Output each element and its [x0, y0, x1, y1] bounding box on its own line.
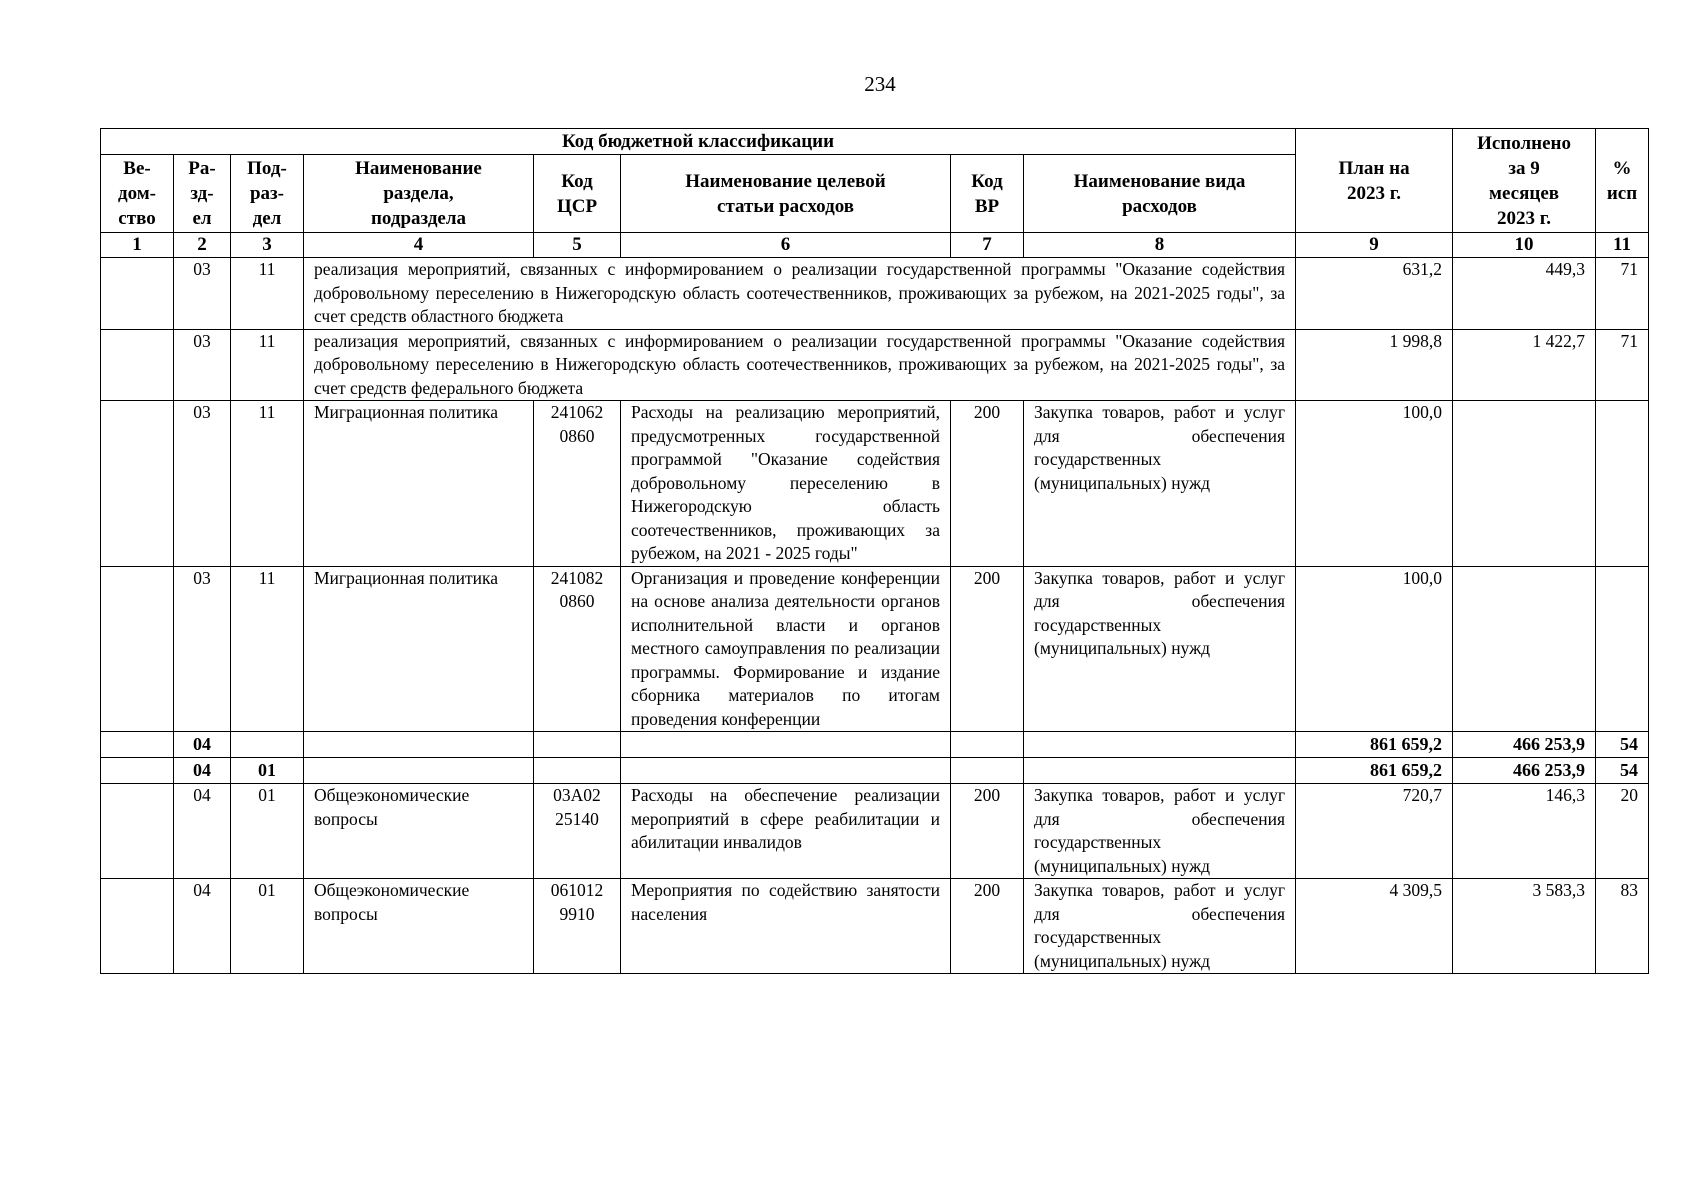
cell-target-name: Расходы на реализацию мероприятий, предусмотренных государственной программой "Оказание содействия добровольному переселению в Нижегородскую область соотечественников, проживающих за рубежом, на 2021 - 2025 годы" [621, 401, 951, 567]
cell-vedomstvo [101, 879, 174, 974]
cell-expense-type [1024, 732, 1296, 758]
total-row [101, 758, 1649, 784]
cell-vedomstvo [101, 329, 174, 401]
cell-podrazdel: 01 [231, 784, 304, 879]
total-row [101, 732, 1649, 758]
column-number: 3 [231, 233, 304, 258]
cell-expense-type: Закупка товаров, работ и услуг для обеспечения государственных (муниципальных) нужд [1024, 879, 1296, 974]
cell-target-name [621, 758, 951, 784]
cell-executed: 466 253,9 [1453, 758, 1596, 784]
table-row [101, 258, 1649, 330]
cell-executed: 466 253,9 [1453, 732, 1596, 758]
cell-razdel: 04 [174, 784, 231, 879]
cell-plan: 861 659,2 [1296, 758, 1453, 784]
cell-csr [534, 758, 621, 784]
cell-executed: 146,3 [1453, 784, 1596, 879]
cell-razdel-name: Общеэкономические вопросы [304, 784, 534, 879]
cell-vr: 200 [951, 401, 1024, 567]
cell-plan: 861 659,2 [1296, 732, 1453, 758]
cell-razdel-name [304, 758, 534, 784]
cell-description: реализация мероприятий, связанных с информированием о реализации государственной программы "Оказание содействия добровольному переселению в Нижегородскую область соотечественников, проживающих за рубежом, на 2021-2025 годы", за счет средств федерального бюджета [304, 329, 1296, 401]
cell-percent: 71 [1596, 329, 1649, 401]
cell-vedomstvo [101, 566, 174, 732]
header-plan: План на 2023 г. [1296, 129, 1453, 233]
cell-vr: 200 [951, 566, 1024, 732]
cell-percent: 83 [1596, 879, 1649, 974]
cell-vr: 200 [951, 784, 1024, 879]
cell-razdel: 04 [174, 732, 231, 758]
column-number: 2 [174, 233, 231, 258]
cell-razdel: 04 [174, 879, 231, 974]
header-podrazdel: Под- раз- дел [231, 155, 304, 233]
cell-csr: 241062 0860 [534, 401, 621, 567]
cell-podrazdel: 11 [231, 258, 304, 330]
cell-description: реализация мероприятий, связанных с информированием о реализации государственной программы "Оказание содействия добровольному переселению в Нижегородскую область соотечественников, проживающих за рубежом, на 2021-2025 годы", за счет средств областного бюджета [304, 258, 1296, 330]
cell-percent: 54 [1596, 732, 1649, 758]
cell-plan: 631,2 [1296, 258, 1453, 330]
cell-target-name [621, 732, 951, 758]
column-number: 6 [621, 233, 951, 258]
cell-vedomstvo [101, 732, 174, 758]
header-target-name: Наименование целевой статьи расходов [621, 155, 951, 233]
cell-csr: 03А02 25140 [534, 784, 621, 879]
budget-classification-header: Код бюджетной классификации [101, 129, 1296, 155]
header-percent: % исп [1596, 129, 1649, 233]
cell-target-name: Мероприятия по содействию занятости населения [621, 879, 951, 974]
cell-csr: 061012 9910 [534, 879, 621, 974]
cell-csr [534, 732, 621, 758]
header-csr: Код ЦСР [534, 155, 621, 233]
header-vedomstvo: Ве- дом- ство [101, 155, 174, 233]
cell-expense-type: Закупка товаров, работ и услуг для обеспечения государственных (муниципальных) нужд [1024, 401, 1296, 567]
cell-razdel-name: Общеэкономические вопросы [304, 879, 534, 974]
column-number: 8 [1024, 233, 1296, 258]
cell-podrazdel: 11 [231, 566, 304, 732]
column-number: 5 [534, 233, 621, 258]
cell-vr [951, 732, 1024, 758]
table-row [101, 329, 1649, 401]
cell-executed: 3 583,3 [1453, 879, 1596, 974]
cell-vedomstvo [101, 784, 174, 879]
cell-razdel: 04 [174, 758, 231, 784]
cell-executed [1453, 401, 1596, 567]
cell-podrazdel: 01 [231, 879, 304, 974]
column-number: 11 [1596, 233, 1649, 258]
header-razdel-name: Наименование раздела, подраздела [304, 155, 534, 233]
cell-executed: 1 422,7 [1453, 329, 1596, 401]
table-row [101, 566, 1649, 732]
cell-target-name: Организация и проведение конференции на основе анализа деятельности органов исполнительной власти и органов местного самоуправления по реализации программы. Формирование и издание сборника материалов по итогам проведения конференции [621, 566, 951, 732]
cell-razdel-name [304, 732, 534, 758]
cell-razdel-name: Миграционная политика [304, 566, 534, 732]
cell-percent [1596, 401, 1649, 567]
table-row [101, 879, 1649, 974]
cell-percent: 71 [1596, 258, 1649, 330]
column-number: 10 [1453, 233, 1596, 258]
header-executed: Исполнено за 9 месяцев 2023 г. [1453, 129, 1596, 233]
cell-expense-type: Закупка товаров, работ и услуг для обеспечения государственных (муниципальных) нужд [1024, 566, 1296, 732]
cell-podrazdel: 01 [231, 758, 304, 784]
cell-executed: 449,3 [1453, 258, 1596, 330]
cell-razdel: 03 [174, 329, 231, 401]
cell-podrazdel: 11 [231, 329, 304, 401]
column-number: 4 [304, 233, 534, 258]
cell-podrazdel [231, 732, 304, 758]
page-number: 234 [864, 72, 896, 96]
column-number: 7 [951, 233, 1024, 258]
cell-csr: 241082 0860 [534, 566, 621, 732]
table-row [101, 401, 1649, 567]
cell-expense-type: Закупка товаров, работ и услуг для обеспечения государственных (муниципальных) нужд [1024, 784, 1296, 879]
cell-target-name: Расходы на обеспечение реализации мероприятий в сфере реабилитации и абилитации инвалидов [621, 784, 951, 879]
cell-razdel: 03 [174, 401, 231, 567]
cell-expense-type [1024, 758, 1296, 784]
column-number: 9 [1296, 233, 1453, 258]
cell-percent [1596, 566, 1649, 732]
header-razdel: Ра- зд- ел [174, 155, 231, 233]
cell-razdel: 03 [174, 566, 231, 732]
cell-vr [951, 758, 1024, 784]
cell-plan: 1 998,8 [1296, 329, 1453, 401]
column-number: 1 [101, 233, 174, 258]
budget-table [100, 128, 1649, 974]
cell-executed [1453, 566, 1596, 732]
table-row [101, 784, 1649, 879]
cell-razdel: 03 [174, 258, 231, 330]
cell-percent: 20 [1596, 784, 1649, 879]
header-expense-type: Наименование вида расходов [1024, 155, 1296, 233]
cell-vedomstvo [101, 401, 174, 567]
header-vr: Код ВР [951, 155, 1024, 233]
cell-plan: 100,0 [1296, 566, 1453, 732]
cell-podrazdel: 11 [231, 401, 304, 567]
cell-razdel-name: Миграционная политика [304, 401, 534, 567]
cell-plan: 720,7 [1296, 784, 1453, 879]
column-number-row [101, 233, 1649, 258]
cell-vedomstvo [101, 758, 174, 784]
cell-vr: 200 [951, 879, 1024, 974]
cell-percent: 54 [1596, 758, 1649, 784]
cell-plan: 4 309,5 [1296, 879, 1453, 974]
cell-vedomstvo [101, 258, 174, 330]
cell-plan: 100,0 [1296, 401, 1453, 567]
